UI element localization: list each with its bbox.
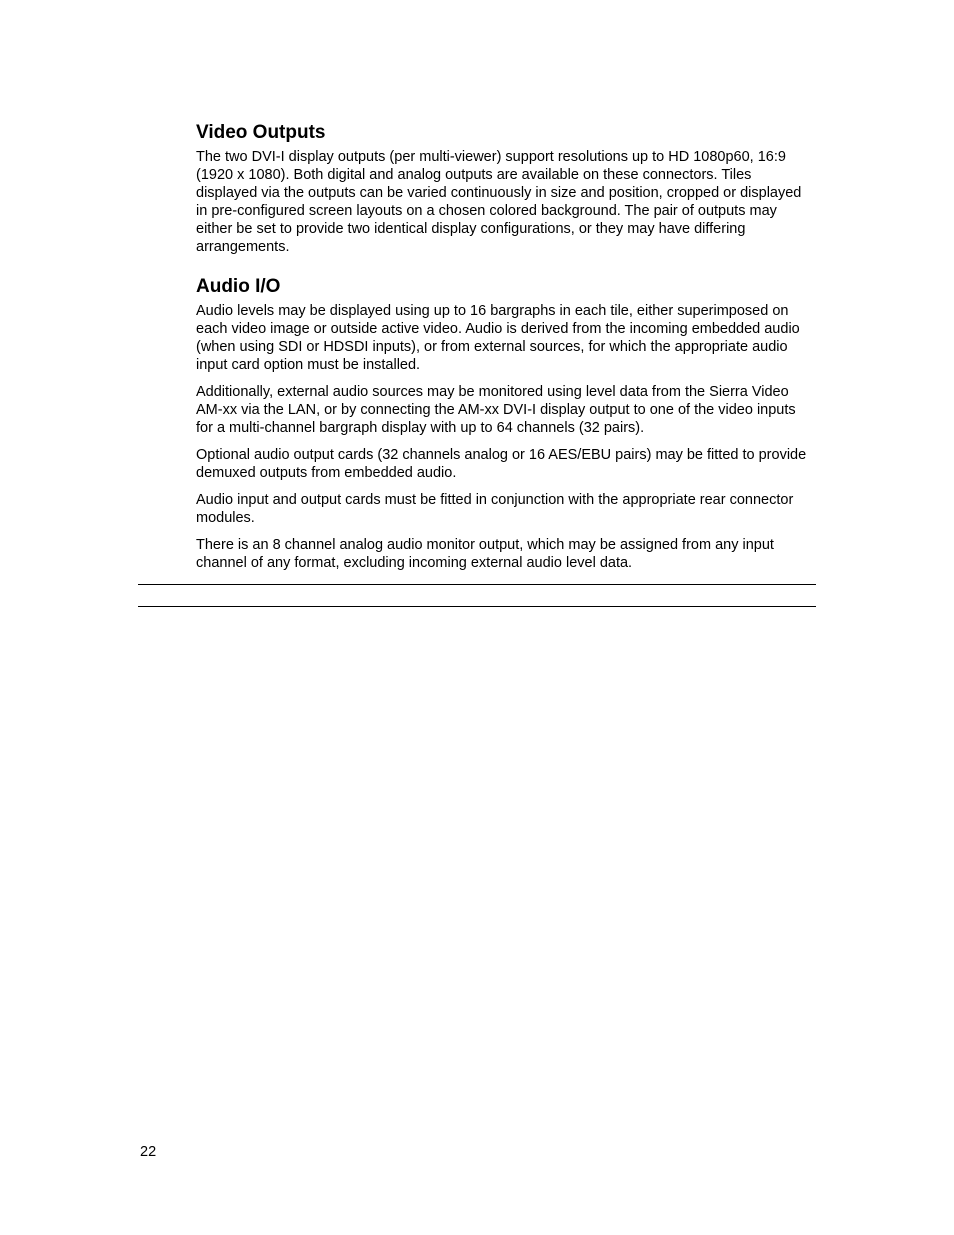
audio-io-paragraph-2: Additionally, external audio sources may be monitored using level data from the Sierra Video AM-xx via the LAN, or by connecting the AM-xx DVI-I display output to one of the video inputs for a multi-channel bargraph display with up to 64 channels (32 pairs).	[196, 384, 796, 436]
document-body	[196, 122, 816, 581]
audio-io-paragraph-5: There is an 8 channel analog audio monitor output, which may be assigned from any input channel of any format, excluding incoming external audio level data.	[196, 537, 774, 571]
audio-io-paragraph-4: Audio input and output cards must be fitted in conjunction with the appropriate rear connector modules.	[196, 492, 794, 526]
page-number: 22	[140, 1144, 157, 1160]
section-heading-audio-io: Audio I/O	[196, 276, 281, 297]
horizontal-rule-top	[138, 584, 816, 585]
section-heading-video-outputs: Video Outputs	[196, 122, 326, 143]
audio-io-paragraph-3: Optional audio output cards (32 channels analog or 16 AES/EBU pairs) may be fitted to provide demuxed outputs from embedded audio.	[196, 447, 807, 481]
audio-io-paragraph-1: Audio levels may be displayed using up to 16 bargraphs in each tile, either superimposed on each video image or outside active video. Audio is derived from the incoming embedded audio (when using SDI or HDSDI inputs), or from external sources, for which the appropriate audio input card option must be installed.	[196, 303, 800, 373]
horizontal-rule-bottom	[138, 606, 816, 607]
video-outputs-paragraph: The two DVI-I display outputs (per multi-viewer) support resolutions up to HD 1080p60, 16:9 (1920 x 1080). Both digital and analog outputs are available on these connectors. Tiles displayed via the outputs can be varied continuously in size and position, cropped or displayed in pre-configured screen layouts on a chosen colored background. The pair of outputs may either be set to provide two identical display configurations, or they may have differing arrangements.	[196, 149, 802, 255]
